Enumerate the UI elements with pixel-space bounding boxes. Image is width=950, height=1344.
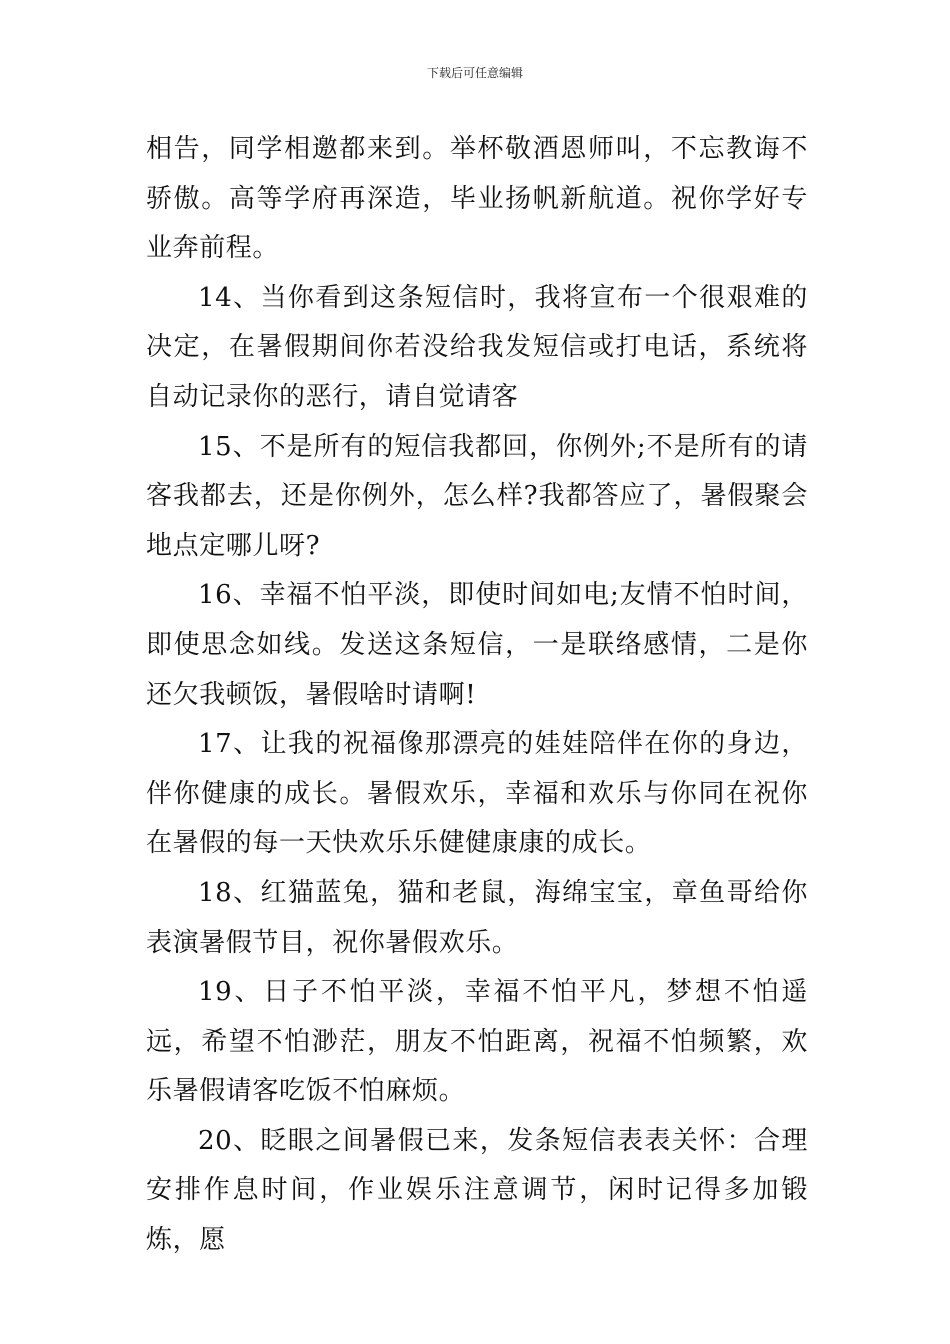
paragraph-item-20: 20、眨眼之间暑假已来，发条短信表表关怀：合理安排作息时间，作业娱乐注意调节，闲时记得多加锻炼，愿 <box>146 1125 808 1256</box>
paragraph-item-16: 16、幸福不怕平淡，即使时间如电;友情不怕时间，即使思念如线。发送这条短信，一是联络感情，二是你还欠我顿饭，暑假啥时请啊! <box>146 580 808 710</box>
paragraph-item-19: 19、日子不怕平淡，幸福不怕平凡，梦想不怕遥远，希望不怕渺茫，朋友不怕距离，祝福不怕频繁，欢乐暑假请客吃饭不怕麻烦。 <box>146 977 808 1107</box>
paragraph-item-14: 14、当你看到这条短信时，我将宣布一个很艰难的决定，在暑假期间你若没给我发短信或打电话，系统将自动记录你的恶行，请自觉请客 <box>146 282 808 412</box>
page-header: 下载后可任意编辑 <box>426 66 523 80</box>
paragraph-continuation: 相告，同学相邀都来到。举杯敬酒恩师叫，不忘教诲不骄傲。高等学府再深造，毕业扬帆新航道。祝你学好专业奔前程。 <box>146 134 808 264</box>
paragraph-item-17: 17、让我的祝福像那漂亮的娃娃陪伴在你的身边，伴你健康的成长。暑假欢乐，幸福和欢乐与你同在祝你在暑假的每一天快欢乐乐健健康康的成长。 <box>146 729 808 859</box>
paragraph-item-18: 18、红猫蓝兔，猫和老鼠，海绵宝宝，章鱼哥给你表演暑假节目，祝你暑假欢乐。 <box>146 877 808 958</box>
document-body <box>146 125 808 1266</box>
paragraph-item-15: 15、不是所有的短信我都回，你例外;不是所有的请客我都去，还是你例外，怎么样?我都答应了，暑假聚会地点定哪儿呀? <box>146 431 808 561</box>
